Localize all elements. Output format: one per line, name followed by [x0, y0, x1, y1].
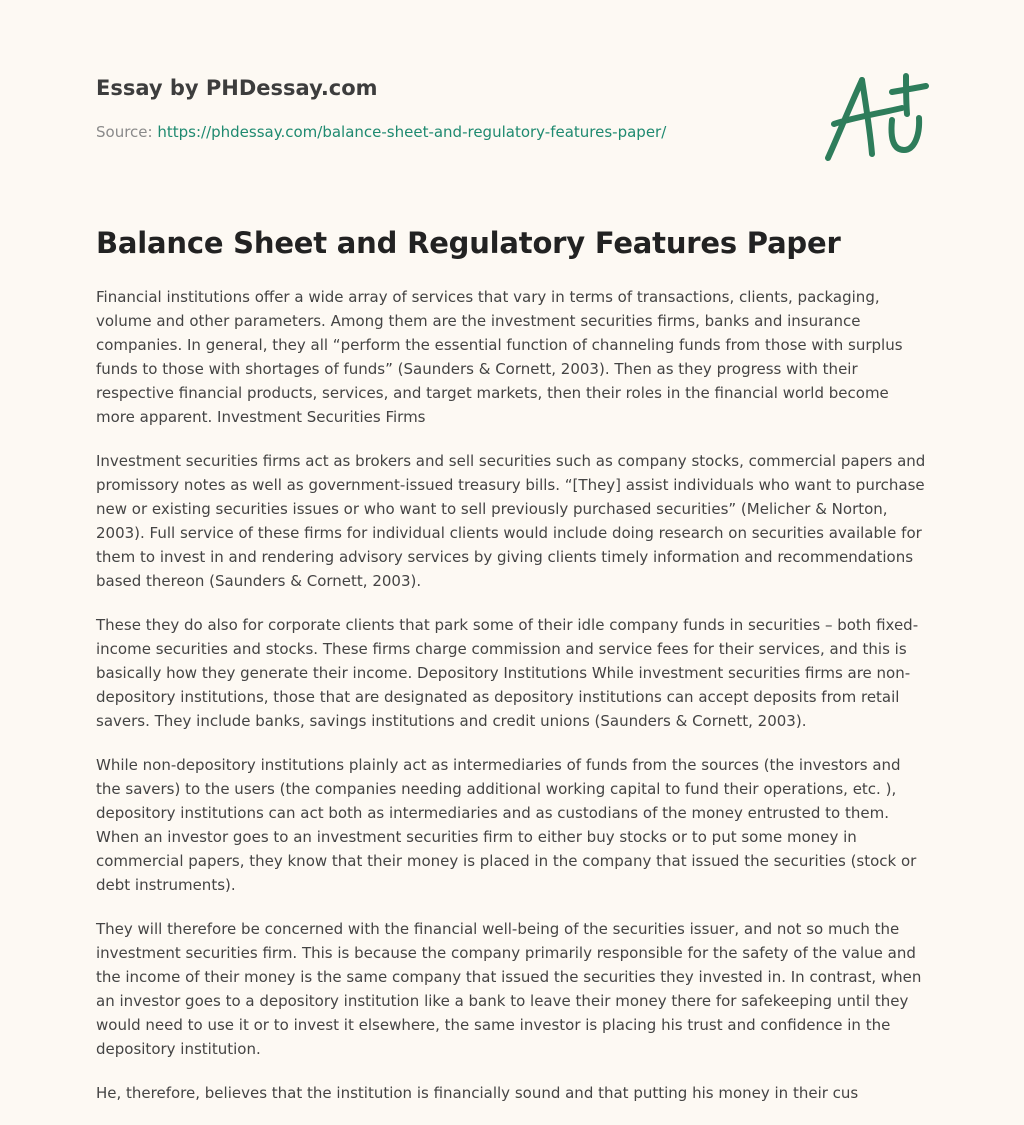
paragraph-truncated: He, therefore, believes that the institution is financially sound and that putting his money in their cus — [96, 1084, 859, 1102]
brand-title: Essay by PHDessay.com — [96, 76, 378, 100]
essay-body — [96, 285, 928, 1125]
a-plus-logo-icon — [822, 66, 932, 166]
paragraph: Financial institutions offer a wide array of services that vary in terms of transactions, clients, packaging, volume and other parameters. Among them are the investment securities firms, banks and insurance companies. In general, they all “perform the essential function of channeling funds from those with surplus funds to those with shortages of funds” (Saunders & Cornett, 2003). Then as they progress with their respective financial products, services, and target markets, then their roles in the financial world become more apparent. Investment Securities Firms — [96, 288, 903, 426]
source-label: Source: — [96, 123, 153, 141]
source-line — [96, 123, 666, 141]
paragraph: These they do also for corporate clients that park some of their idle company funds in securities – both fixed-income securities and stocks. These firms charge commission and service fees for their services, and this is basically how they generate their income. Depository Institutions While investment securities firms are non-depository institutions, those that are designated as depository institutions can accept deposits from retail savers. They include banks, savings institutions and credit unions (Saunders & Cornett, 2003). — [96, 616, 919, 730]
source-link[interactable]: https://phdessay.com/balance-sheet-and-regulatory-features-paper/ — [157, 123, 667, 141]
paragraph: They will therefore be concerned with the financial well-being of the securities issuer, and not so much the investment securities firm. This is because the company primarily responsible for the safety of the value and the income of their money is the same company that issued the securities they invested in. In contrast, when an investor goes to a depository institution like a bank to leave their money there for safekeeping until they would need to use it or to invest it elsewhere, the same investor is placing his trust and confidence in the depository institution. — [96, 920, 922, 1058]
paragraph: While non-depository institutions plainly act as intermediaries of funds from the sources (the investors and the savers) to the users (the companies needing additional working capital to fund their operations, etc. ), depository institutions can act both as intermediaries and as custodians of the money entrusted to them. When an investor goes to an investment securities firm to either buy stocks or to put some money in commercial papers, they know that their money is placed in the company that issued the securities (stock or debt instruments). — [96, 756, 917, 894]
paragraph: Investment securities firms act as brokers and sell securities such as company stocks, commercial papers and promissory notes as well as government-issued treasury bills. “[They] assist individuals who want to purchase new or existing securities issues or who want to sell previously purchased securities” (Melicher & Norton, 2003). Full service of these firms for individual clients would include doing research on securities available for them to invest in and rendering advisory services by giving clients timely information and recommendations based thereon (Saunders & Cornett, 2003). — [96, 452, 926, 590]
essay-title: Balance Sheet and Regulatory Features Paper — [96, 226, 841, 260]
